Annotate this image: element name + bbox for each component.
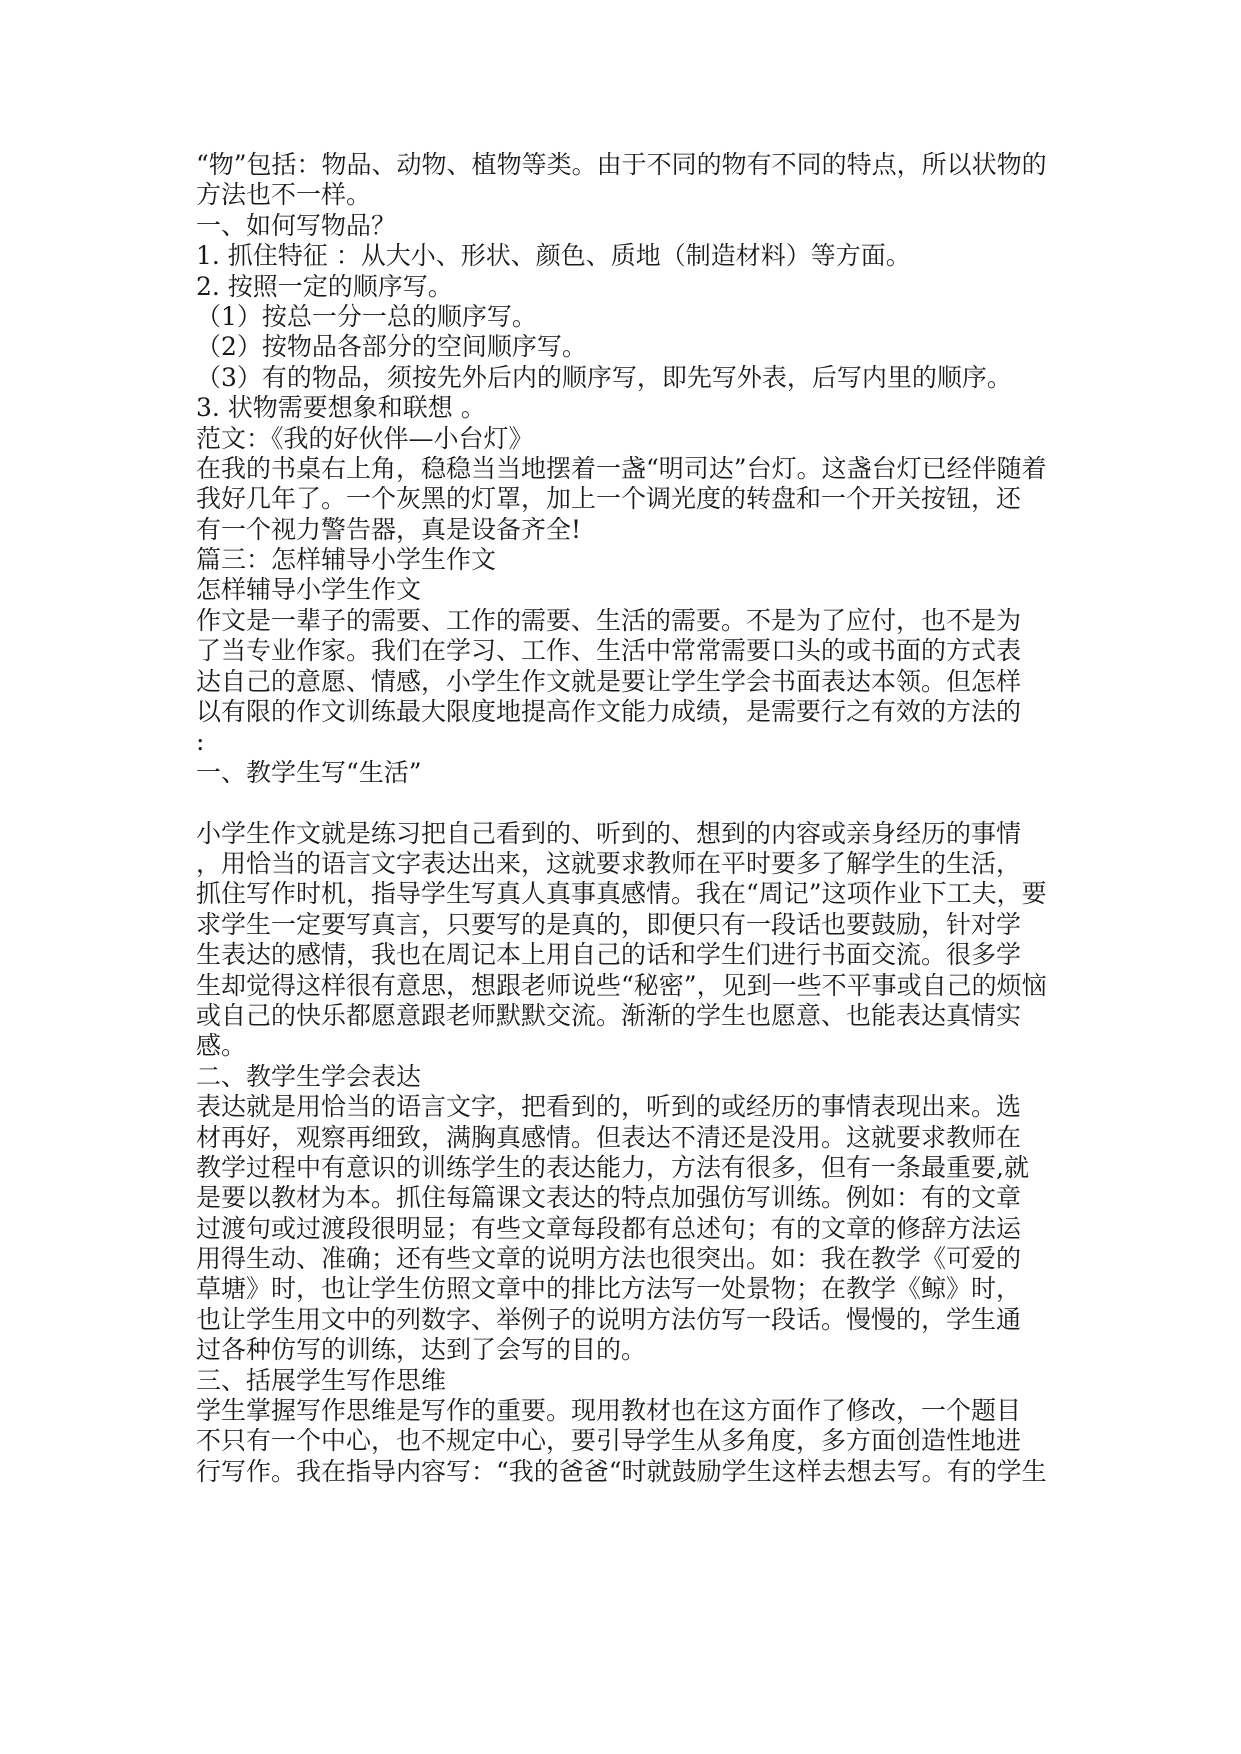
text-line: 抓住写作时机，指导学生写真人真事真感情。我在“周记”这项作业下工夫，要: [196, 879, 1047, 909]
text-line: 草塘》时，也让学生仿照文章中的排比方法写一处景物；在教学《鲸》时，: [196, 1274, 1022, 1304]
example-title: 范文：《我的好伙伴—小台灯》: [196, 423, 534, 453]
text-line: 过各种仿写的训练，达到了会写的目的。: [196, 1335, 647, 1365]
text-line: 也让学生用文中的列数字、举例子的说明方法仿写一段话。慢慢的，学生通: [196, 1304, 1022, 1334]
text-line: ，用恰当的语言文字表达出来，这就要求教师在平时要多了解学生的生活，: [196, 848, 1022, 878]
text-line: “物”包括：物品、动物、植物等类。由于不同的物有不同的特点，所以状物的: [196, 150, 1047, 179]
section-heading: 一、如何写物品？: [196, 210, 397, 240]
document-page: [196, 150, 1076, 1487]
text-line: 了当专业作家。我们在学习、工作、生活中常常需要口头的或书面的方式表: [196, 636, 1022, 666]
text-line: 表达就是用恰当的语言文字，把看到的，听到的或经历的事情表现出来。选: [196, 1092, 1022, 1122]
text-line: 以有限的作文训练最大限度地提高作文能力成绩，是需要行之有效的方法的: [196, 697, 1022, 727]
text-line: 教学过程中有意识的训练学生的表达能力，方法有很多，但有一条最重要,就: [196, 1152, 1029, 1182]
text-line: 材再好，观察再细致，满胸真感情。但表达不清还是没用。这就要求教师在: [196, 1122, 1022, 1152]
text-line: 感。: [196, 1031, 247, 1061]
article-title: 怎样辅导小学生作文: [196, 575, 422, 605]
text-line: 用得生动、准确；还有些文章的说明方法也很突出。如：我在教学《可爱的: [196, 1244, 1022, 1274]
text-line: 求学生一定要写真言，只要写的是真的，即便只有一段话也要鼓励，针对学: [196, 909, 1022, 939]
text-line: 生却觉得这样很有意思，想跟老师说些“秘密”，见到一些不平事或自己的烦恼: [196, 970, 1047, 1000]
text-line: 是要以教材为本。抓住每篇课文表达的特点加强仿写训练。例如：有的文章: [196, 1183, 1022, 1213]
chapter-heading: 篇三：怎样辅导小学生作文: [196, 545, 497, 575]
text-line: 学生掌握写作思维是写作的重要。现用教材也在这方面作了修改，一个题目: [196, 1396, 1022, 1426]
sub-list-item: （3）有的物品，须按先外后内的顺序写，即先写外表，后写内里的顺序。: [196, 362, 1012, 392]
text-line: 我好几年了。一个灰黑的灯罩，加上一个调光度的转盘和一个开关按钮，还: [196, 484, 1022, 514]
section-heading: 二、教学生学会表达: [196, 1061, 422, 1091]
list-item: 1. 抓住特征 ：从大小、形状、颜色、质地（制造材料）等方面。: [196, 241, 911, 271]
text-line: 过渡句或过渡段很明显；有些文章每段都有总述句；有的文章的修辞方法运: [196, 1213, 1022, 1243]
text-line: 方法也不一样。: [196, 180, 372, 210]
text-line: :: [196, 727, 205, 757]
sub-list-item: （2）按物品各部分的空间顺序写。: [196, 332, 587, 362]
text-line: 小学生作文就是练习把自己看到的、听到的、想到的内容或亲身经历的事情: [196, 818, 1022, 848]
text-line: 行写作。我在指导内容写：“我的爸爸“时就鼓励学生这样去想去写。有的学生: [196, 1456, 1047, 1486]
text-line: 不只有一个中心，也不规定中心，要引导学生从多角度，多方面创造性地进: [196, 1426, 1022, 1456]
text-line: 生表达的感情，我也在周记本上用自己的话和学生们进行书面交流。很多学: [196, 940, 1022, 970]
text-line: 在我的书桌右上角，稳稳当当地摆着一盏“明司达”台灯。这盏台灯已经伴随着: [196, 453, 1047, 483]
section-heading: 一、教学生写“生活”: [196, 757, 422, 787]
text-line: 达自己的意愿、情感，小学生作文就是要让学生学会书面表达本领。但怎样: [196, 666, 1022, 696]
list-item: 3. 状物需要想象和联想 。: [196, 393, 486, 423]
text-line: 作文是一辈子的需要、工作的需要、生活的需要。不是为了应付，也不是为: [196, 605, 1022, 635]
text-line: 或自己的快乐都愿意跟老师默默交流。渐渐的学生也愿意、也能表达真情实: [196, 1000, 1022, 1030]
sub-list-item: （1）按总一分一总的顺序写。: [196, 301, 537, 331]
section-heading: 三、括展学生写作思维: [196, 1365, 447, 1395]
text-line: 有一个视力警告器，真是设备齐全!: [196, 514, 582, 544]
list-item: 2. 按照一定的顺序写。: [196, 271, 453, 301]
blank-line: [196, 788, 1076, 818]
